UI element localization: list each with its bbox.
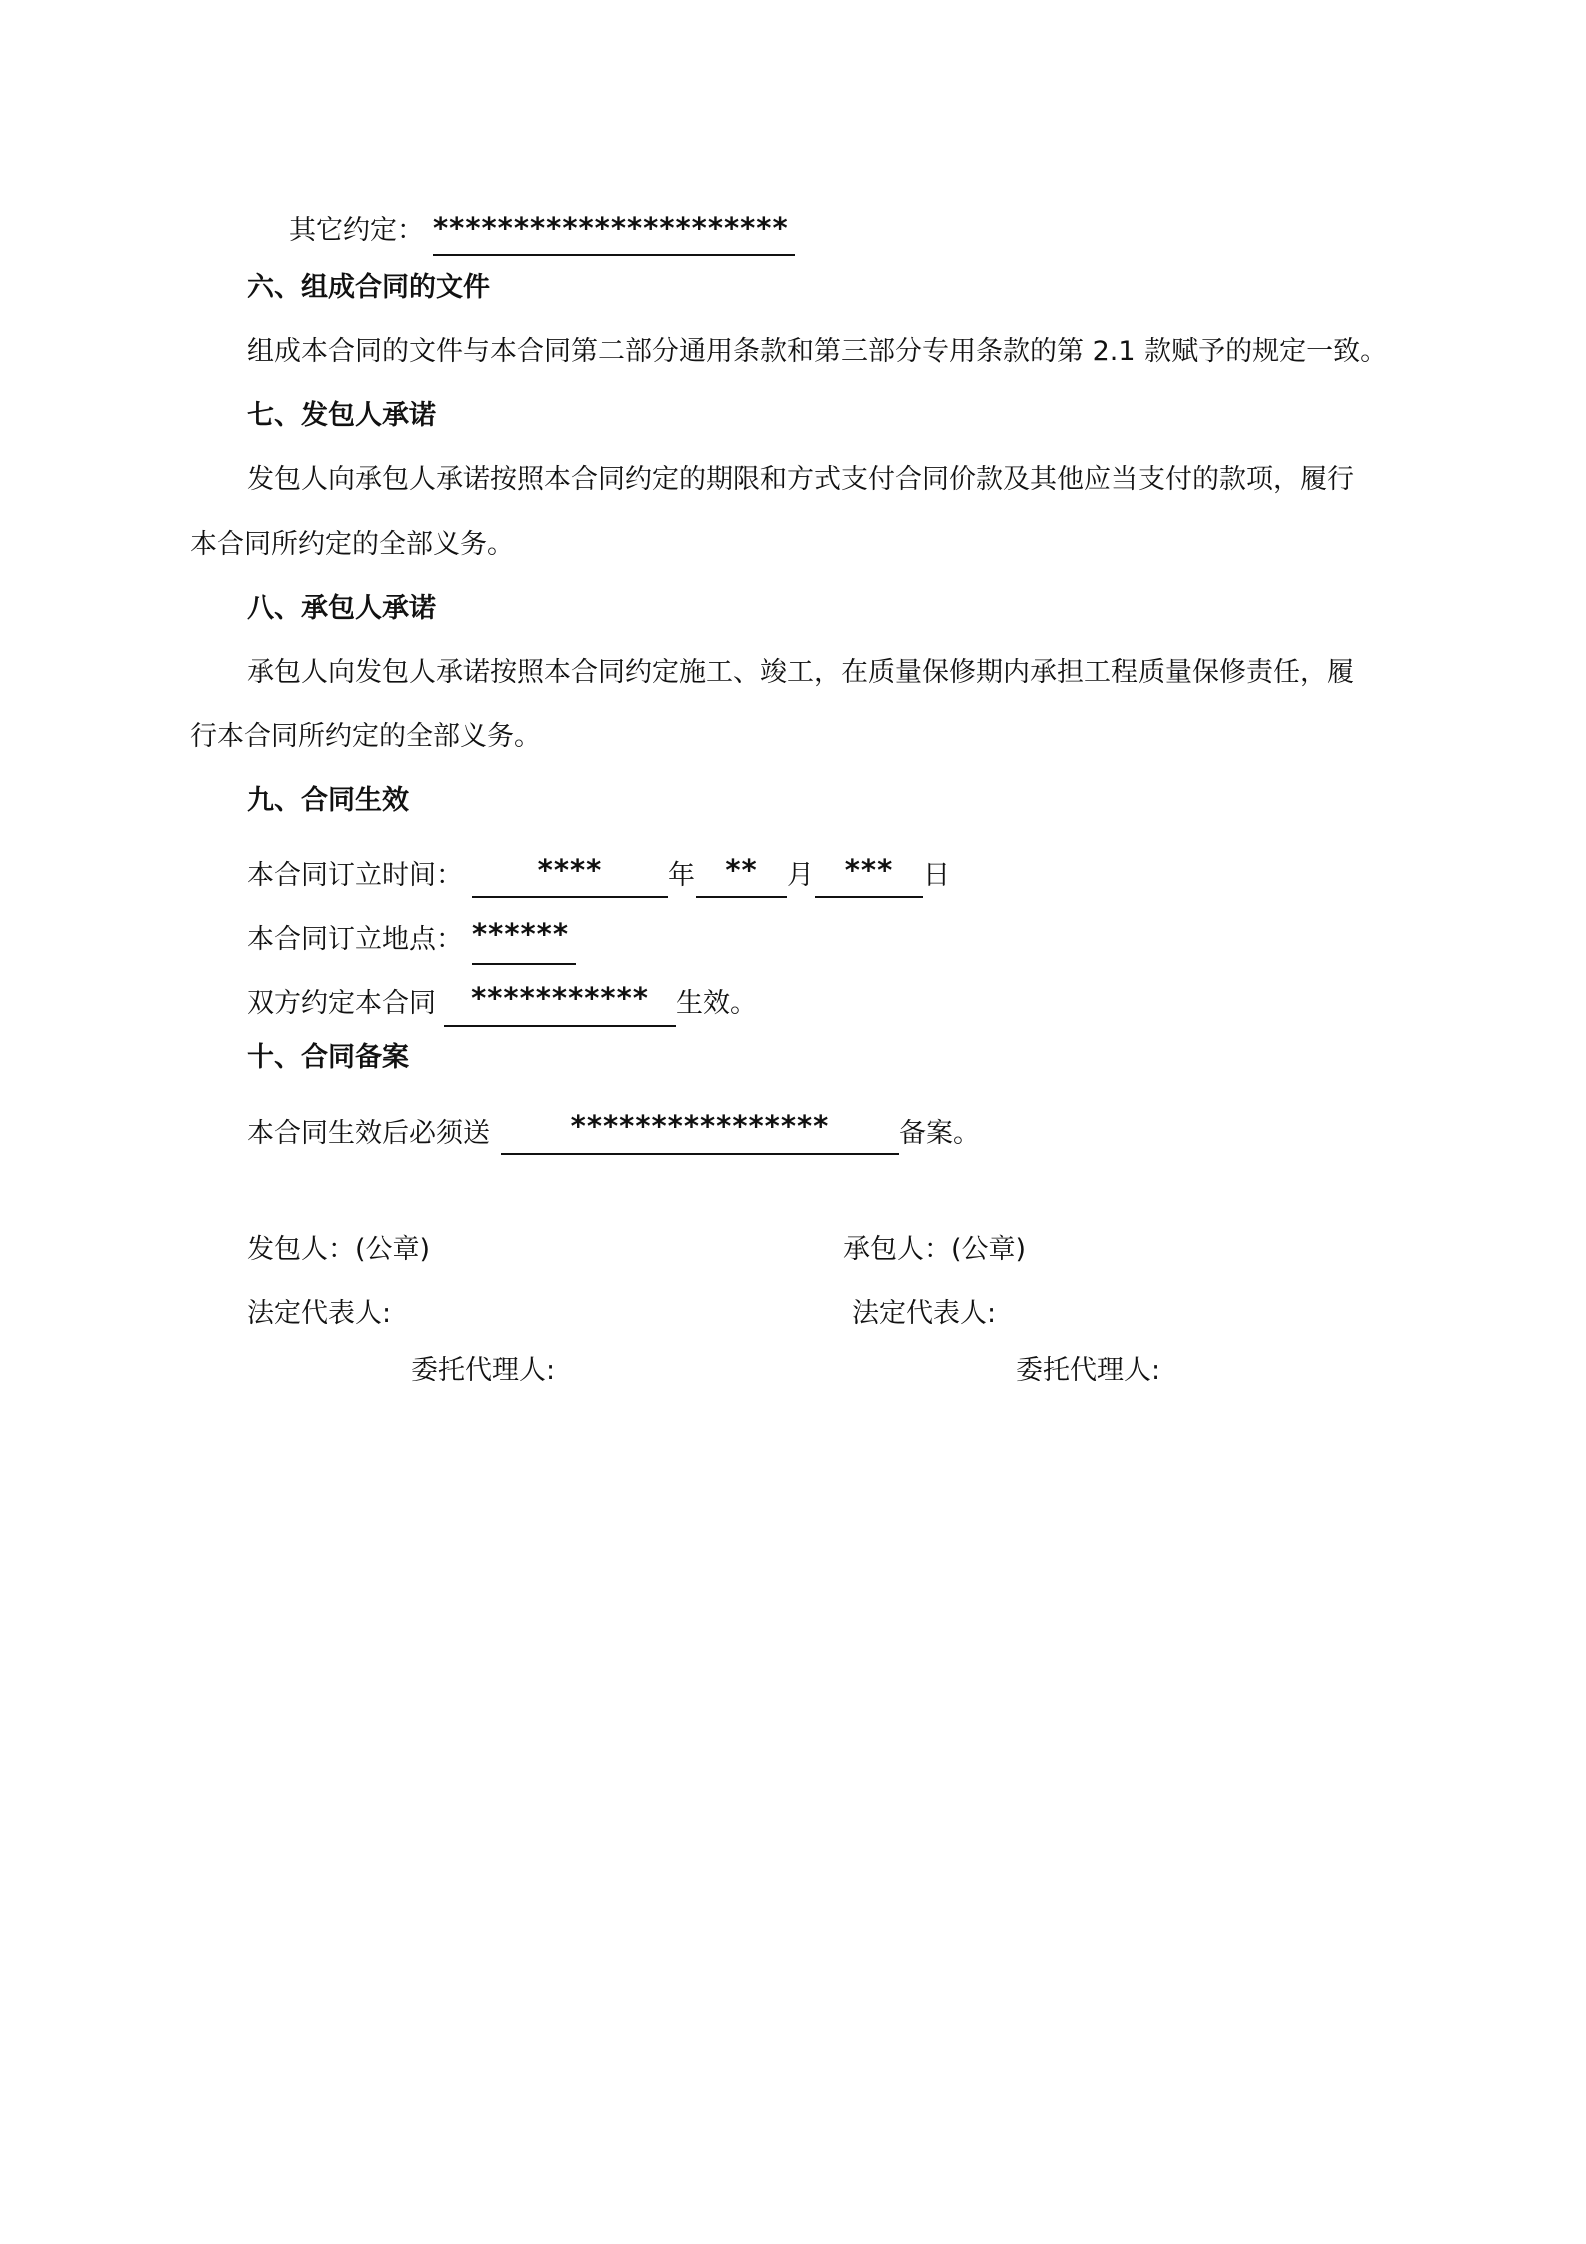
day-unit: 日 (923, 860, 950, 891)
effective-suffix: 生效。 (676, 988, 757, 1019)
section-6-title: 六、组成合同的文件 (247, 272, 490, 303)
effective-prefix: 双方约定本合同 (247, 988, 436, 1019)
section-10-title: 十、合同备案 (247, 1042, 409, 1073)
section-7-title: 七、发包人承诺 (247, 400, 436, 431)
contractor-seal-label: 承包人：(公章) (843, 1234, 1027, 1265)
employer-legal-rep-label: 法定代表人: (247, 1298, 392, 1329)
section-8-body-line1: 承包人向发包人承诺按照本合同约定施工、竣工，在质量保修期内承担工程质量保修责任，履 (247, 657, 1354, 688)
effective-condition-field: *********** (444, 976, 676, 1027)
section-7-body-line1: 发包人向承包人承诺按照本合同约定的期限和方式支付合同价款及其他应当支付的款项，履行 (247, 464, 1354, 495)
year-unit: 年 (668, 860, 695, 891)
contractor-agent-label: 委托代理人: (1016, 1355, 1161, 1386)
day-field: *** (815, 850, 923, 898)
other-agreement-field: ********************** (433, 206, 795, 256)
section-6-body: 组成本合同的文件与本合同第二部分通用条款和第三部分专用条款的第 2.1 款赋予的规定一致。 (247, 336, 1388, 367)
section-7-body-line2: 本合同所约定的全部义务。 (190, 529, 514, 560)
month-unit: 月 (787, 860, 814, 891)
year-field: **** (472, 850, 668, 898)
filing-suffix: 备案。 (899, 1118, 980, 1149)
section-9-title: 九、合同生效 (247, 785, 409, 816)
month-field: ** (696, 850, 787, 898)
filing-authority-field: **************** (501, 1104, 899, 1155)
signing-place-field: ****** (472, 912, 576, 965)
other-agreement-label: 其它约定： (289, 215, 424, 246)
filing-prefix: 本合同生效后必须送 (247, 1118, 490, 1149)
section-8-body-line2: 行本合同所约定的全部义务。 (190, 721, 541, 752)
employer-seal-label: 发包人：(公章) (247, 1234, 431, 1265)
section-8-title: 八、承包人承诺 (247, 593, 436, 624)
contractor-legal-rep-label: 法定代表人: (852, 1298, 997, 1329)
signing-place-label: 本合同订立地点： (247, 924, 463, 955)
employer-agent-label: 委托代理人: (411, 1355, 556, 1386)
signing-time-label: 本合同订立时间： (247, 860, 463, 891)
